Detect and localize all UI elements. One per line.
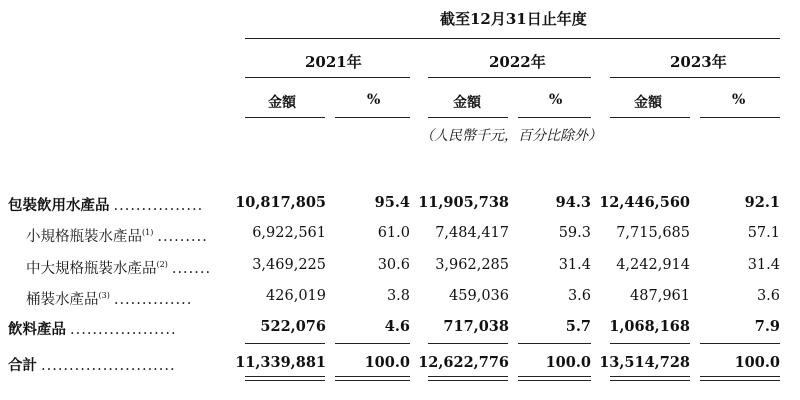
row-label-text: 合計 [8, 357, 37, 374]
amount-cell: 12,622,776 [418, 354, 509, 371]
amount-cell: 11,905,738 [418, 194, 509, 211]
row-label-text: 飲料產品 [8, 321, 66, 338]
percent-header-2023: % [732, 92, 746, 108]
total-double-rule-pct-2022 [518, 376, 591, 381]
subtotal-rule-amount-2023 [610, 343, 690, 344]
percent-cell: 94.3 [555, 194, 591, 211]
percent-cell: 3.6 [567, 288, 591, 304]
amount-cell: 3,469,225 [252, 257, 326, 273]
percent-cell: 7.9 [754, 318, 780, 335]
dot-leader: ................ [113, 198, 204, 214]
percent-cell: 100.0 [734, 354, 780, 371]
row-label [8, 318, 177, 339]
percent-cell: 3.8 [386, 288, 410, 304]
dot-leader: ................... [70, 322, 177, 338]
row-label [26, 225, 208, 246]
period-header: 截至12月31日止年度 [440, 10, 587, 28]
amount-cell: 11,339,881 [235, 354, 326, 371]
amount-header-2021: 金額 [268, 95, 296, 111]
percent-cell: 3.6 [756, 288, 780, 304]
percent-cell: 5.7 [565, 318, 591, 335]
row-label [26, 257, 211, 278]
footnote-ref: (3) [98, 291, 110, 301]
amount-cell: 13,514,728 [599, 354, 690, 371]
percent-cell: 61.0 [377, 225, 410, 241]
percent-cell: 31.4 [747, 257, 780, 273]
dot-leader: ........................ [41, 358, 176, 374]
amount-cell: 12,446,560 [599, 194, 690, 211]
col-rule-pct-2021 [335, 117, 410, 118]
amount-cell: 10,817,805 [235, 194, 326, 211]
amount-cell: 7,715,685 [616, 225, 690, 241]
row-label [8, 354, 176, 375]
percent-cell: 100.0 [364, 354, 410, 371]
amount-header-2022: 金額 [453, 95, 481, 111]
amount-cell: 7,484,417 [435, 225, 509, 241]
row-label [8, 194, 203, 215]
subtotal-rule-pct-2021 [335, 343, 410, 344]
dot-leader: .............. [113, 292, 193, 308]
period-rule [245, 38, 780, 39]
amount-cell: 487,961 [630, 288, 690, 304]
amount-cell: 4,242,914 [616, 257, 690, 273]
year-2021: 2021年 [305, 53, 362, 71]
percent-cell: 59.3 [558, 225, 591, 241]
percent-cell: 95.4 [374, 194, 410, 211]
percent-header-2022: % [549, 92, 563, 108]
col-rule-pct-2023 [700, 117, 780, 118]
total-double-rule-pct-2023 [700, 376, 780, 381]
year-2022: 2022年 [489, 53, 546, 71]
row-label-text: 中大規格瓶裝水產品 [26, 261, 157, 277]
dot-leader: ....... [171, 261, 212, 277]
amount-header-2023: 金額 [634, 95, 662, 111]
amount-cell: 717,038 [443, 318, 509, 335]
subtotal-rule-amount-2021 [245, 343, 325, 344]
footnote-ref: (2) [156, 260, 168, 270]
col-rule-amount-2021 [245, 117, 325, 118]
amount-cell: 3,962,285 [435, 257, 509, 273]
col-rule-pct-2022 [518, 117, 591, 118]
col-rule-amount-2022 [428, 117, 508, 118]
percent-cell: 4.6 [384, 318, 410, 335]
percent-cell: 31.4 [558, 257, 591, 273]
total-double-rule-pct-2021 [335, 376, 410, 381]
year-rule-2022 [428, 77, 591, 78]
dot-leader: ......... [157, 229, 208, 245]
percent-cell: 30.6 [377, 257, 410, 273]
unit-note: （人民幣千元，百分比除外） [420, 128, 602, 144]
year-2023: 2023年 [670, 53, 727, 71]
year-rule-2023 [610, 77, 780, 78]
total-double-rule-amount-2023 [610, 376, 690, 381]
footnote-ref: (1) [142, 228, 154, 238]
row-label-text: 桶裝水產品 [26, 292, 99, 308]
amount-cell: 522,076 [260, 318, 326, 335]
subtotal-rule-pct-2023 [700, 343, 780, 344]
row-label [26, 288, 192, 309]
amount-cell: 1,068,168 [609, 318, 690, 335]
subtotal-rule-pct-2022 [518, 343, 591, 344]
col-rule-amount-2023 [610, 117, 690, 118]
amount-cell: 6,922,561 [252, 225, 326, 241]
year-rule-2021 [245, 77, 410, 78]
amount-cell: 426,019 [266, 288, 326, 304]
percent-header-2021: % [367, 92, 381, 108]
total-double-rule-amount-2022 [428, 376, 508, 381]
amount-cell: 459,036 [449, 288, 509, 304]
percent-cell: 92.1 [744, 194, 780, 211]
percent-cell: 100.0 [545, 354, 591, 371]
subtotal-rule-amount-2022 [428, 343, 508, 344]
percent-cell: 57.1 [747, 225, 780, 241]
row-label-text: 小規格瓶裝水產品 [26, 229, 142, 245]
total-double-rule-amount-2021 [245, 376, 325, 381]
row-label-text: 包裝飲用水產品 [8, 197, 110, 214]
